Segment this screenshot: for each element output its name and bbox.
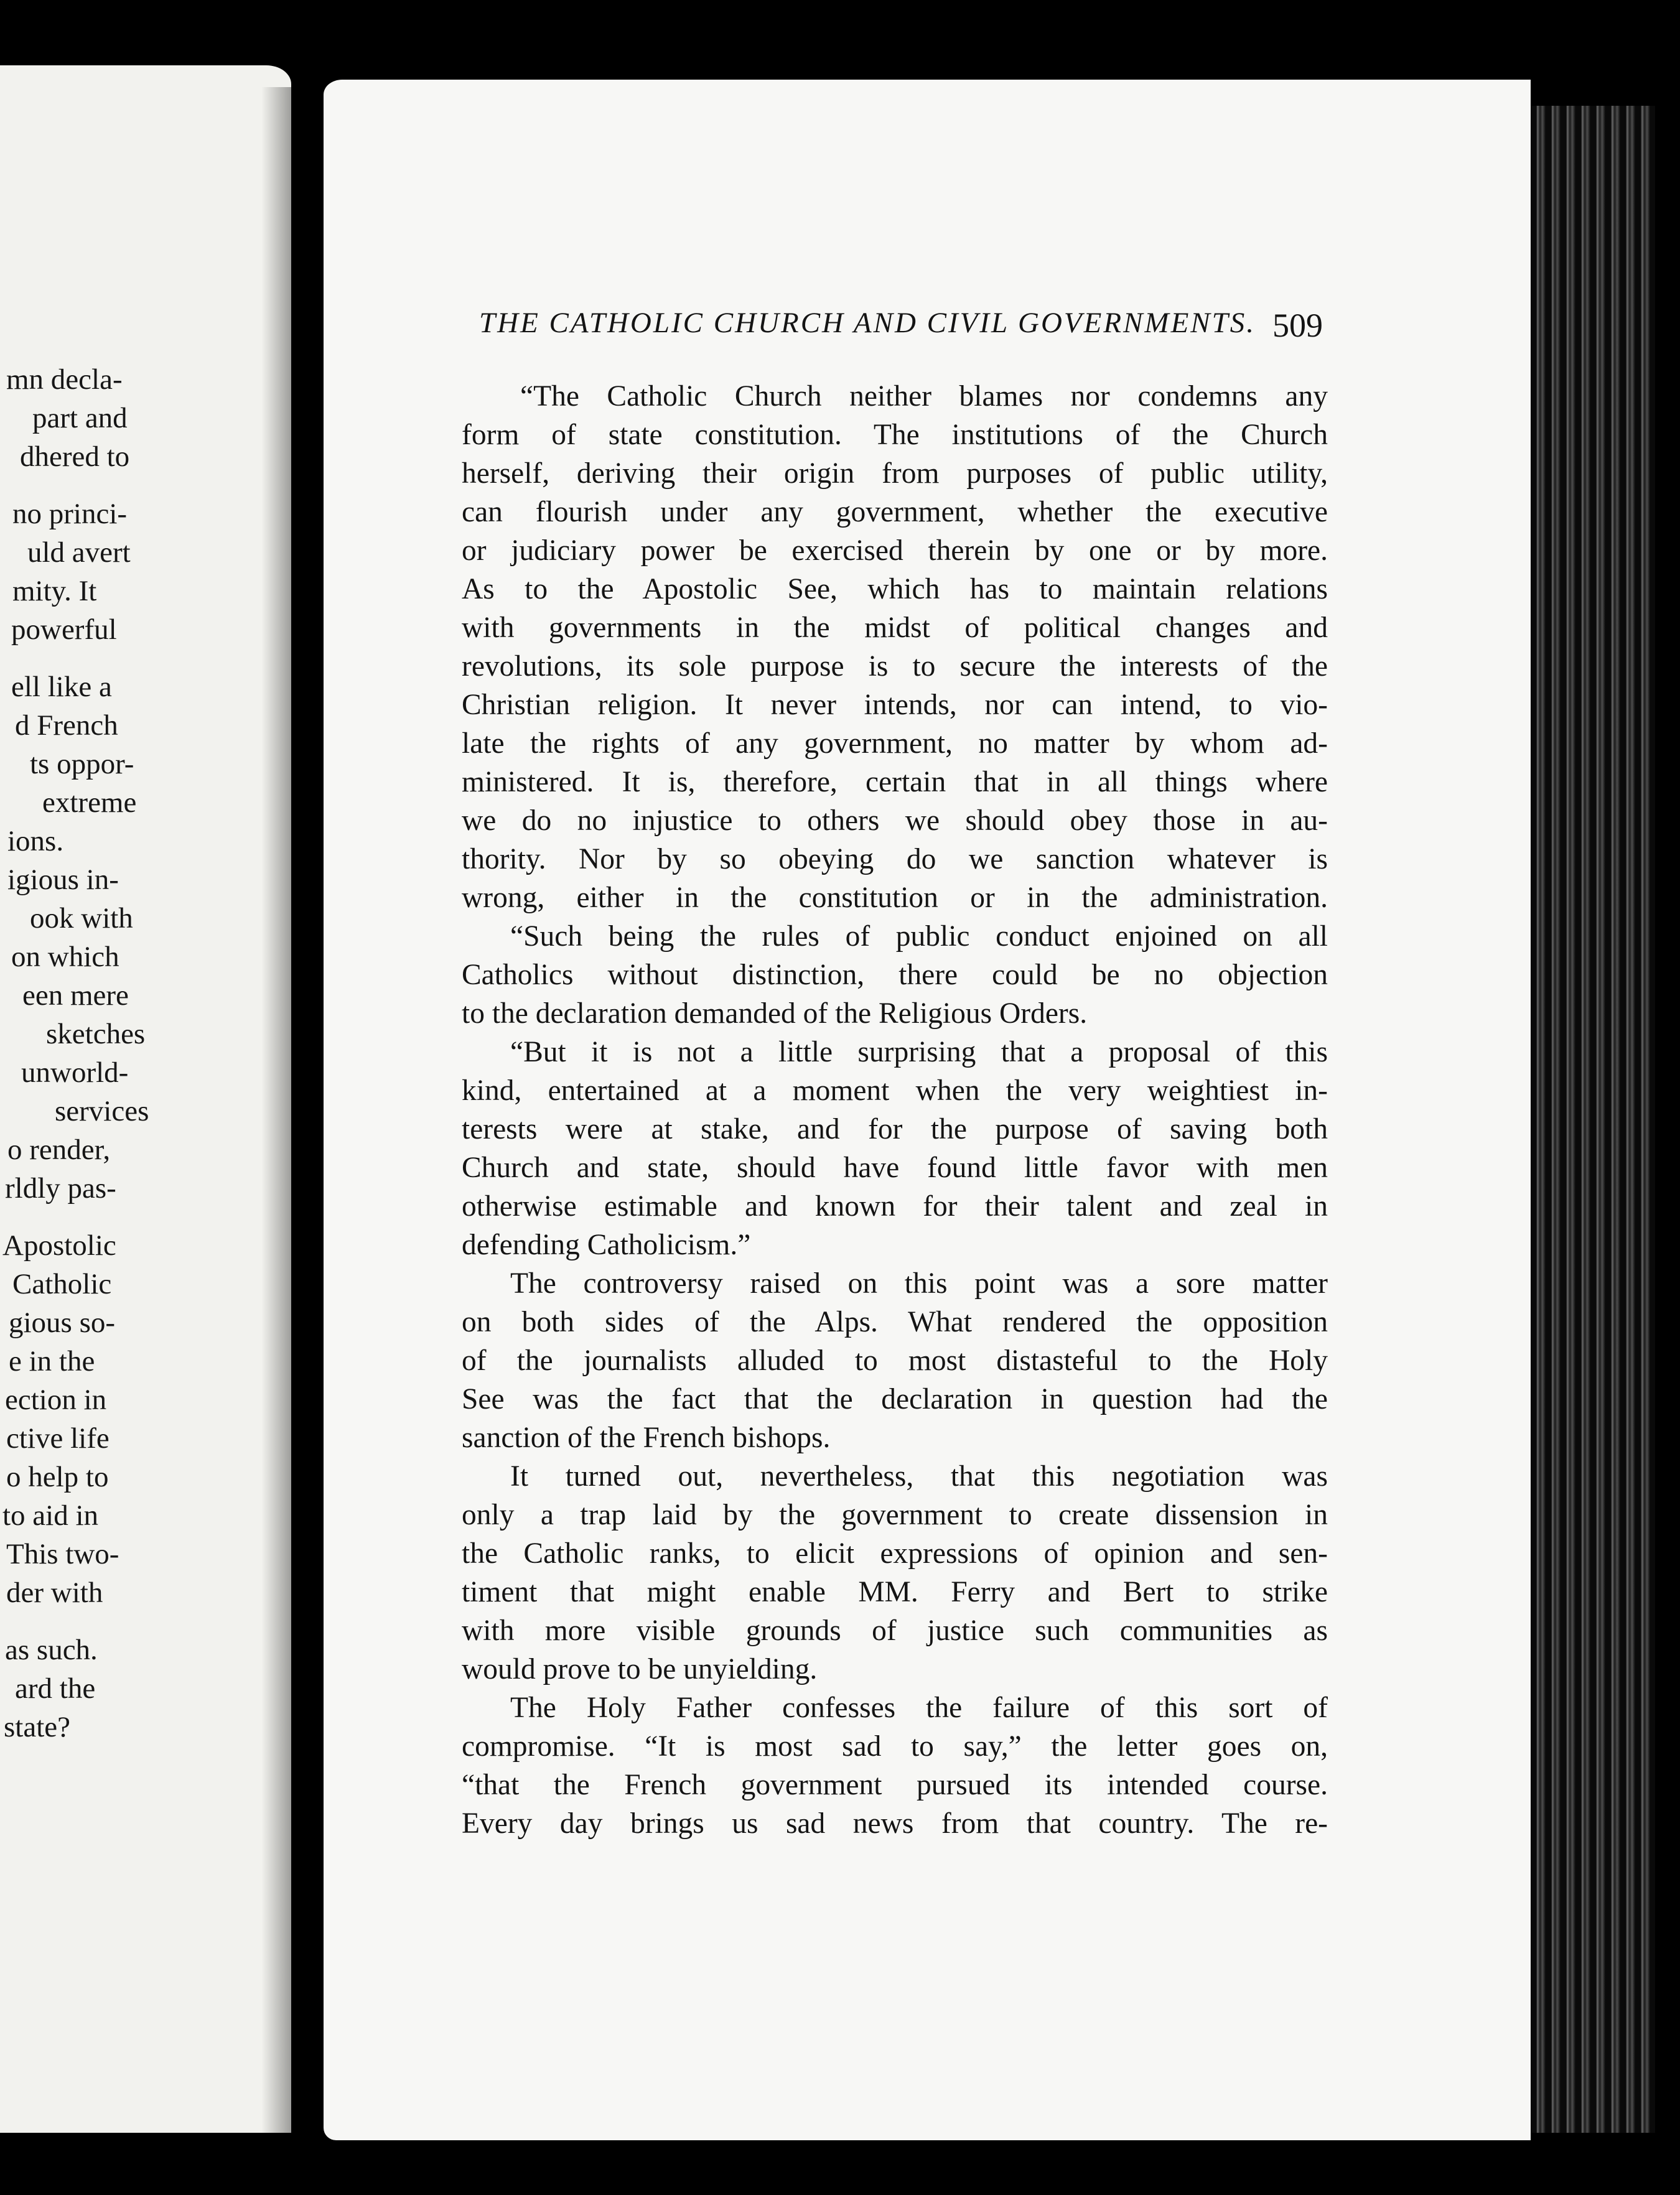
body-line: compromise. “It is most sad to say,” the letter goes on,: [462, 1730, 1328, 1763]
body-line: It turned out, nevertheless, that this negotiation was: [510, 1460, 1328, 1493]
left-line: e in the: [9, 1345, 95, 1377]
body-line: Church and state, should have found little favor with men: [462, 1152, 1328, 1184]
body-line: Christian religion. It never intends, nor can intend, to vio-: [462, 689, 1328, 721]
left-line: dhered to: [20, 440, 130, 473]
left-line: to aid in: [2, 1499, 99, 1532]
body-line: timent that might enable MM. Ferry and Bert to strike: [462, 1576, 1328, 1608]
left-line: ions.: [7, 825, 64, 857]
left-line: der with: [6, 1577, 103, 1609]
gutter-shadow: [261, 87, 291, 2134]
body-line: herself, deriving their origin from purposes of public utility,: [462, 457, 1328, 490]
body-line: See was the fact that the declaration in question had the: [462, 1383, 1328, 1415]
body-line: can flourish under any government, whether the executive: [462, 496, 1328, 528]
left-line: services: [55, 1095, 149, 1127]
body-line: The controversy raised on this point was a sore matter: [510, 1267, 1328, 1300]
body-line: only a trap laid by the government to create dissension in: [462, 1499, 1328, 1531]
left-line: Catholic: [12, 1268, 112, 1300]
body-line: revolutions, its sole purpose is to secure the interests of the: [462, 650, 1328, 683]
left-line: igious in-: [7, 864, 119, 896]
left-line: unworld-: [21, 1056, 129, 1089]
body-line: form of state constitution. The institutions of the Church: [462, 419, 1328, 451]
left-line: state?: [4, 1711, 70, 1743]
body-line: Every day brings us sad news from that country. The re-: [462, 1807, 1328, 1840]
body-line: “that the French government pursued its intended course.: [462, 1769, 1328, 1801]
body-line: defending Catholicism.”: [462, 1229, 751, 1261]
left-line: o help to: [6, 1461, 109, 1493]
body-line: kind, entertained at a moment when the very weightiest in-: [462, 1074, 1328, 1107]
left-line: d French: [15, 709, 118, 742]
left-line: ts oppor-: [30, 748, 134, 780]
body-line: we do no injustice to others we should obey those in au-: [462, 804, 1328, 837]
left-line: on which: [11, 941, 119, 973]
body-line: would prove to be unyielding.: [462, 1653, 818, 1685]
left-line: Apostolic: [2, 1229, 116, 1262]
left-line: mn decla-: [6, 363, 123, 396]
body-line: with more visible grounds of justice such communities as: [462, 1615, 1328, 1647]
body-line: Catholics without distinction, there could be no objection: [462, 959, 1328, 991]
left-line: powerful: [11, 613, 117, 646]
page-edges: [1531, 106, 1655, 2133]
left-line: gious so-: [9, 1307, 116, 1339]
body-line: or judiciary power be exercised therein by one or by more.: [462, 534, 1328, 567]
left-line: no princi-: [12, 498, 128, 530]
body-line: sanction of the French bishops.: [462, 1422, 831, 1454]
left-line: mity. It: [12, 575, 97, 607]
body-line: terests were at stake, and for the purpose of saving both: [462, 1113, 1328, 1145]
body-line: of the journalists alluded to most distasteful to the Holy: [462, 1344, 1328, 1377]
left-page: [0, 65, 291, 2133]
left-line: uld avert: [27, 536, 131, 569]
left-line: ection in: [5, 1384, 107, 1416]
left-line: ell like a: [11, 671, 112, 703]
left-line: rldly pas-: [5, 1172, 116, 1205]
running-head: THE CATHOLIC CHURCH AND CIVIL GOVERNMENTS.: [479, 307, 1256, 339]
body-line: “Such being the rules of public conduct enjoined on all: [510, 920, 1328, 953]
body-line: with governments in the midst of political changes and: [462, 612, 1328, 644]
body-line: ministered. It is, therefore, certain that in all things where: [462, 766, 1328, 798]
left-line: o render,: [7, 1134, 111, 1166]
left-line: extreme: [42, 786, 137, 819]
body-line: on both sides of the Alps. What rendered the opposition: [462, 1306, 1328, 1338]
left-line: ard the: [15, 1672, 96, 1705]
body-line: late the rights of any government, no matter by whom ad-: [462, 727, 1328, 760]
body-line: As to the Apostolic See, which has to maintain relations: [462, 573, 1328, 605]
left-line: sketches: [46, 1018, 146, 1050]
page-number: 509: [1272, 307, 1323, 344]
body-line: “But it is not a little surprising that a proposal of this: [510, 1036, 1328, 1068]
body-line: “The Catholic Church neither blames nor condemns any: [520, 380, 1328, 412]
left-line: een mere: [22, 979, 129, 1012]
body-line: wrong, either in the constitution or in the administration.: [462, 882, 1328, 914]
body-line: The Holy Father confesses the failure of this sort of: [510, 1692, 1328, 1724]
left-line: ctive life: [6, 1422, 110, 1455]
left-line: as such.: [5, 1634, 98, 1666]
body-line: otherwise estimable and known for their talent and zeal in: [462, 1190, 1328, 1223]
left-line: This two-: [6, 1538, 119, 1570]
body-line: the Catholic ranks, to elicit expressions of opinion and sen-: [462, 1537, 1328, 1570]
left-line: ook with: [30, 902, 133, 934]
left-line: part and: [32, 402, 128, 434]
body-line: to the declaration demanded of the Religious Orders.: [462, 997, 1088, 1030]
body-line: thority. Nor by so obeying do we sanction whatever is: [462, 843, 1328, 875]
